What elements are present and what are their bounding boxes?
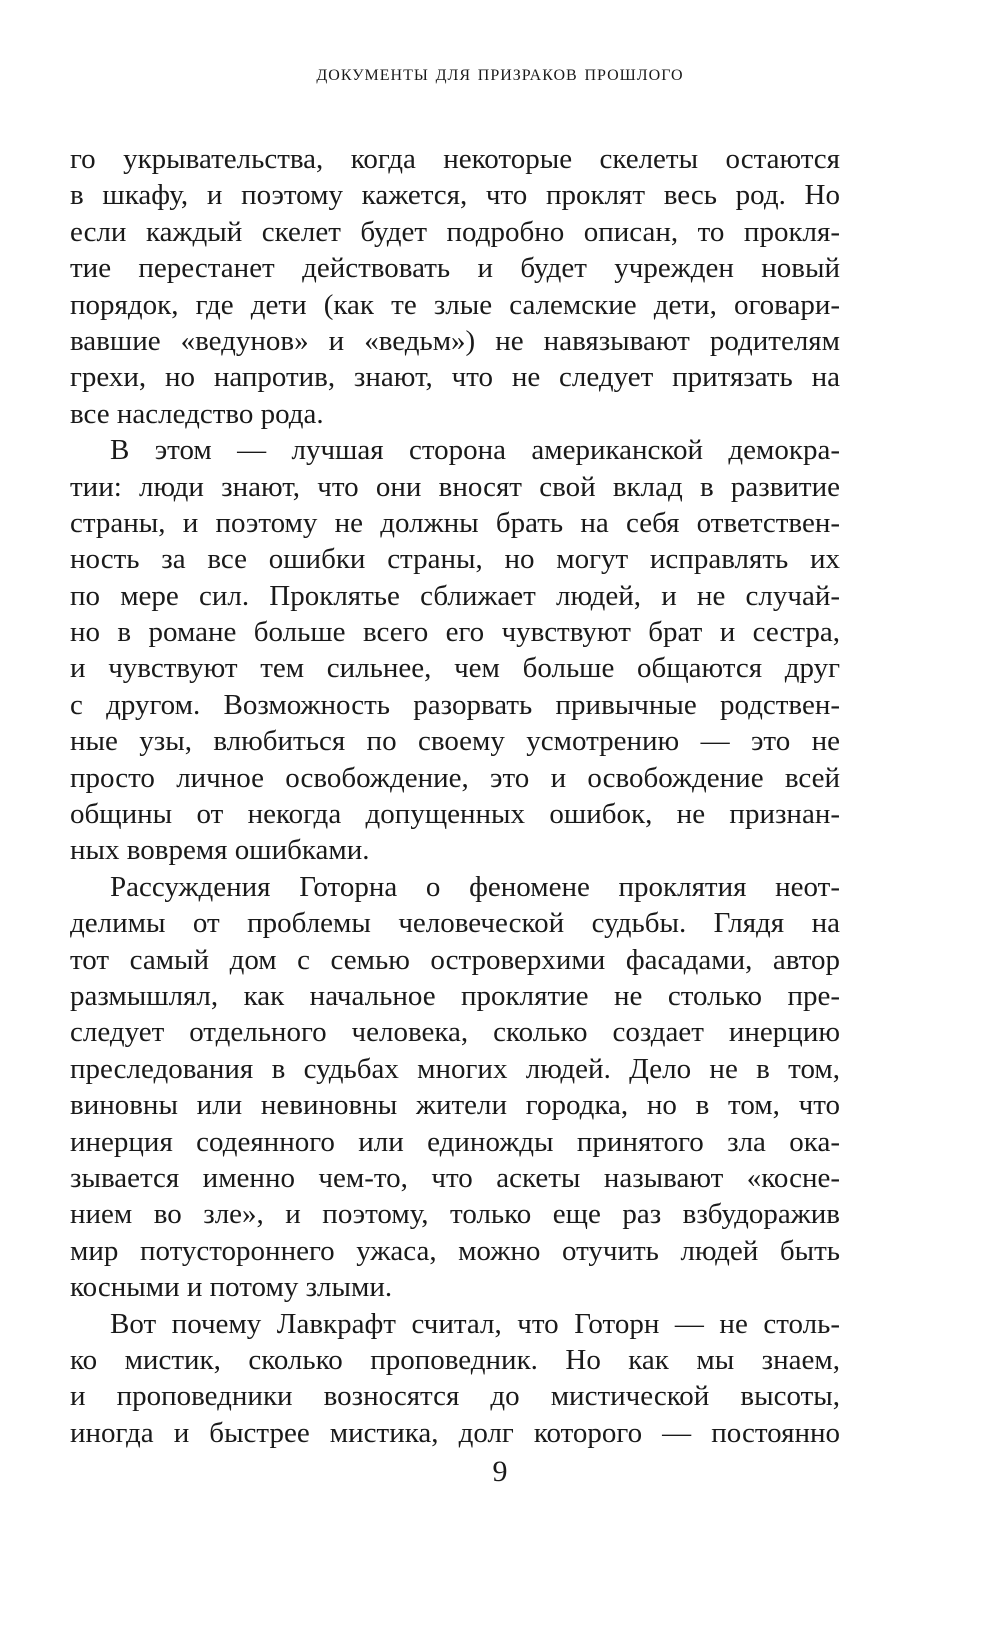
text-line: вавшие «ведунов» и «ведьм») не навязывают родителям	[70, 324, 840, 357]
running-head: документы для призраков прошлого	[316, 60, 684, 85]
text-line: общины от некогда допущенных ошибок, не признан-	[70, 798, 840, 831]
text-line: ных вовремя ошибками.	[70, 834, 370, 867]
text-line: и проповедники возносятся до мистической высоты,	[70, 1380, 840, 1413]
text-line: с другом. Возможность разорвать привычные родствен-	[70, 688, 840, 721]
paragraph	[70, 141, 840, 432]
text-line: ные узы, влюбиться по своему усмотрению — это не	[70, 725, 840, 758]
text-line: мир потустороннего ужаса, можно отучить людей быть	[70, 1234, 840, 1267]
paragraph	[70, 432, 840, 869]
text-line: но в романе больше всего его чувствуют брат и сестра,	[70, 616, 840, 649]
text-line: тии: люди знают, что они вносят свой вклад в развитие	[70, 470, 840, 503]
text-line: если каждый скелет будет подробно описан, то прокля-	[70, 215, 840, 248]
text-line: тот самый дом с семью островерхими фасадами, автор	[70, 943, 840, 976]
text-line: зывается именно чем-то, что аскеты называют «косне-	[70, 1161, 840, 1194]
body-text	[70, 141, 840, 1451]
text-line: ко мистик, сколько проповедник. Но как мы знаем,	[70, 1343, 840, 1376]
text-line: го укрывательства, когда некоторые скелеты остаются	[70, 143, 840, 175]
text-line: нием во зле», и поэтому, только еще раз взбудоражив	[70, 1198, 840, 1231]
text-line: преследования в судьбах многих людей. Дело не в том,	[70, 1052, 840, 1085]
paragraph	[70, 869, 840, 1306]
paragraph	[70, 1306, 840, 1452]
text-line: ность за все ошибки страны, но могут исправлять их	[70, 543, 840, 576]
text-line: грехи, но напротив, знают, что не следует притязать на	[70, 361, 840, 394]
text-line: порядок, где дети (как те злые салемские дети, оговари-	[70, 288, 840, 321]
text-line: следует отдельного человека, сколько создает инерцию	[70, 1016, 840, 1049]
text-line: в шкафу, и поэтому кажется, что проклят весь род. Но	[70, 179, 840, 212]
text-line: страны, и поэтому не должны брать на себя ответствен-	[70, 506, 840, 539]
text-line: Вот почему Лавкрафт считал, что Готорн — не столь-	[110, 1307, 840, 1340]
text-line: В этом — лучшая сторона американской демокра-	[110, 434, 840, 467]
page-number: 9	[492, 1455, 508, 1488]
text-line: косными и потому злыми.	[70, 1271, 393, 1304]
text-line: инерция содеянного или единожды принятого зла ока-	[70, 1125, 840, 1158]
text-line: просто личное освобождение, это и освобождение всей	[70, 761, 840, 794]
text-line: по мере сил. Проклятье сближает людей, и не случай-	[70, 579, 840, 612]
text-line: размышлял, как начальное проклятие не столько пре-	[70, 979, 840, 1012]
text-line: все наследство рода.	[70, 397, 324, 430]
text-line: иногда и быстрее мистика, долг которого — постоянно	[70, 1416, 840, 1449]
text-line: виновны или невиновны жители городка, но в том, что	[70, 1089, 840, 1122]
text-line: тие перестанет действовать и будет учрежден новый	[70, 252, 840, 285]
text-line: и чувствуют тем сильнее, чем больше общаются друг	[70, 652, 840, 685]
text-line: делимы от проблемы человеческой судьбы. Глядя на	[70, 907, 840, 940]
text-line: Рассуждения Готорна о феномене проклятия неот-	[110, 870, 840, 903]
